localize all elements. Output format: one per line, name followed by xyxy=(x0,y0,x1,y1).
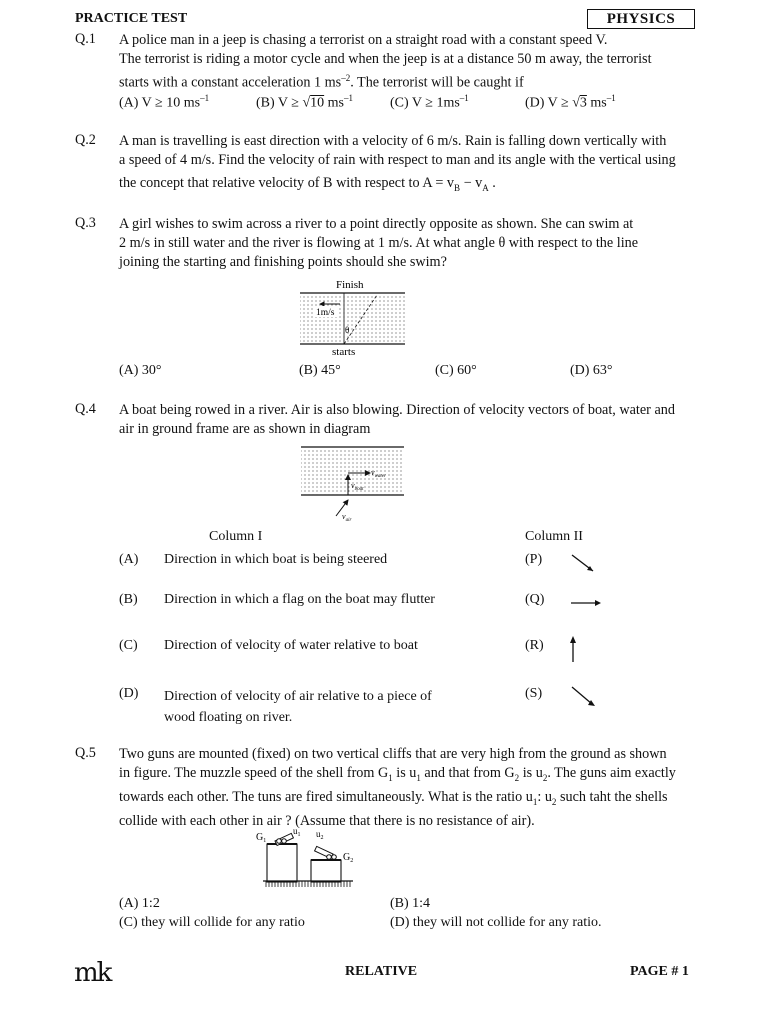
q1-option-b: (B) V ≥ √10 $ms^{-1}$ xyxy=(256,93,353,111)
match-row-label: (C) xyxy=(119,638,138,653)
q3-option-b: (B) 45° xyxy=(299,363,341,378)
gun-1-label: $G_1$ xyxy=(256,832,267,844)
q1-line: The terrorist is riding a motor cycle and when the jeep is at a distance 50 m away, the terrorist xyxy=(119,51,652,67)
match-row-label: (D) xyxy=(119,686,139,701)
match-row-label: (A) xyxy=(119,552,139,567)
q3-line: 2 m/s in still water and the river is flowing at 1 m/s. At what angle θ with respect to the line xyxy=(119,235,639,251)
river-crossing-figure xyxy=(295,276,410,360)
q3-option-a: (A) 30° xyxy=(119,363,162,378)
question-2-text xyxy=(119,132,694,198)
q3-option-d: (D) 63° xyxy=(570,363,613,378)
practice-test-heading: PRACTICE TEST xyxy=(75,11,188,26)
arrow-southeast-icon xyxy=(568,683,598,709)
match-row-text: Direction in which boat is being steered xyxy=(164,552,388,567)
column-1-header: Column I xyxy=(209,529,263,544)
page-number: PAGE # 1 xyxy=(630,964,689,979)
q2-line: A man is travelling is east direction with a velocity of 6 m/s. Rain is falling down vertically with xyxy=(119,133,667,149)
arrow-right-icon xyxy=(568,596,604,610)
q5-line: towards each other. The tuns are fired simultaneously. What is the ratio $u_1$: $u_2$ such taht the shells xyxy=(119,788,668,807)
boat-velocity-label: $v_{boat}$ xyxy=(351,481,364,492)
q3-option-c: (C) 60° xyxy=(435,363,477,378)
q3-line: joining the starting and finishing points should she swim? xyxy=(119,254,447,270)
q5-line: collide with each other in air ? (Assume that there is no resistance of air). xyxy=(119,812,535,829)
gun-2-label: $G_2$ xyxy=(343,852,354,864)
subject-badge: PHYSICS xyxy=(587,9,695,29)
publisher-logo: mk xyxy=(74,958,111,988)
question-number-3: Q.3 xyxy=(75,215,96,231)
cliffs-guns-figure xyxy=(253,824,357,894)
match-option-label: (S) xyxy=(525,686,543,701)
question-number-2: Q.2 xyxy=(75,132,96,148)
starts-label: starts xyxy=(332,346,356,358)
match-row-text xyxy=(164,686,432,728)
boat-river-air-figure xyxy=(296,442,411,526)
q2-line: a speed of 4 m/s. Find the velocity of rain with respect to man and its angle with the vertical using xyxy=(119,152,676,168)
q2-line: the concept that relative velocity of B with respect to $A = v_B - v_A$ . xyxy=(119,175,496,193)
q3-line: A girl wishes to swim across a river to a point directly opposite as shown. She can swim at xyxy=(119,216,634,232)
q5-option-a: (A) 1:2 xyxy=(119,896,160,911)
q5-option-c: (C) they will collide for any ratio xyxy=(119,915,305,930)
question-number-4: Q.4 xyxy=(75,401,96,417)
question-1-text xyxy=(119,31,694,93)
match-option-label: (P) xyxy=(525,552,543,567)
chapter-title: RELATIVE xyxy=(345,964,418,979)
q5-option-d: (D) they will not collide for any ratio. xyxy=(390,915,602,930)
water-velocity-label: $v_{water}$ xyxy=(371,468,386,479)
match-row-text: Direction in which a flag on the boat may flutter xyxy=(164,592,435,607)
question-4-text xyxy=(119,401,694,439)
u2-label: $u_2$ xyxy=(316,829,324,841)
ground-hatching xyxy=(265,881,351,887)
gun-2-icon xyxy=(315,846,337,859)
flow-speed-label: 1m/s xyxy=(316,308,335,318)
angle-theta-label: θ xyxy=(345,325,350,335)
cliff-1 xyxy=(267,844,297,882)
air-velocity-label: $v_{air}$ xyxy=(342,512,352,523)
q4-line: air in ground frame are as shown in diagram xyxy=(119,421,371,437)
u1-label: $u_1$ xyxy=(293,826,301,838)
q1-line: A police man in a jeep is chasing a terrorist on a straight road with a constant speed V. xyxy=(119,32,608,48)
match-row-text-line: wood floating on river. xyxy=(164,710,293,725)
match-row-text: Direction of velocity of water relative to boat xyxy=(164,638,418,653)
question-3-text xyxy=(119,215,694,272)
q1-option-d: (D) V ≥ √3 $ms^{-1}$ xyxy=(525,93,616,111)
q5-line: in figure. The muzzle speed of the shell from $G_1$ is $u_1$ and that from $G_2$ is $u_2$. The guns aim exactly xyxy=(119,765,676,783)
question-5-text xyxy=(119,745,694,831)
finish-label: Finish xyxy=(336,279,364,291)
q4-line: A boat being rowed in a river. Air is also blowing. Direction of velocity vectors of boat, water and xyxy=(119,402,675,418)
river-water xyxy=(300,294,405,344)
q5-line: Two guns are mounted (fixed) on two vertical cliffs that are very high from the ground as shown xyxy=(119,746,667,762)
match-row-label: (B) xyxy=(119,592,138,607)
q1-option-a: (A) V ≥ 10 $ms^{-1}$ xyxy=(119,93,210,111)
match-option-label: (R) xyxy=(525,638,544,653)
arrow-northwest-southeast-icon xyxy=(568,552,598,576)
question-number-5: Q.5 xyxy=(75,745,96,761)
column-2-header: Column II xyxy=(525,529,583,544)
arrow-up-icon xyxy=(566,634,580,664)
match-row-text-line: Direction of velocity of air relative to a piece of xyxy=(164,689,432,704)
q5-option-b: (B) 1:4 xyxy=(390,896,431,911)
q1-line: starts with a constant acceleration 1 $ms^{-2}$. The terrorist will be caught if xyxy=(119,73,524,91)
cliff-2 xyxy=(311,860,341,882)
match-option-label: (Q) xyxy=(525,592,545,607)
question-number-1: Q.1 xyxy=(75,31,96,47)
q1-option-c: (C) $V \ge 1ms^{-1}$ xyxy=(390,93,469,111)
